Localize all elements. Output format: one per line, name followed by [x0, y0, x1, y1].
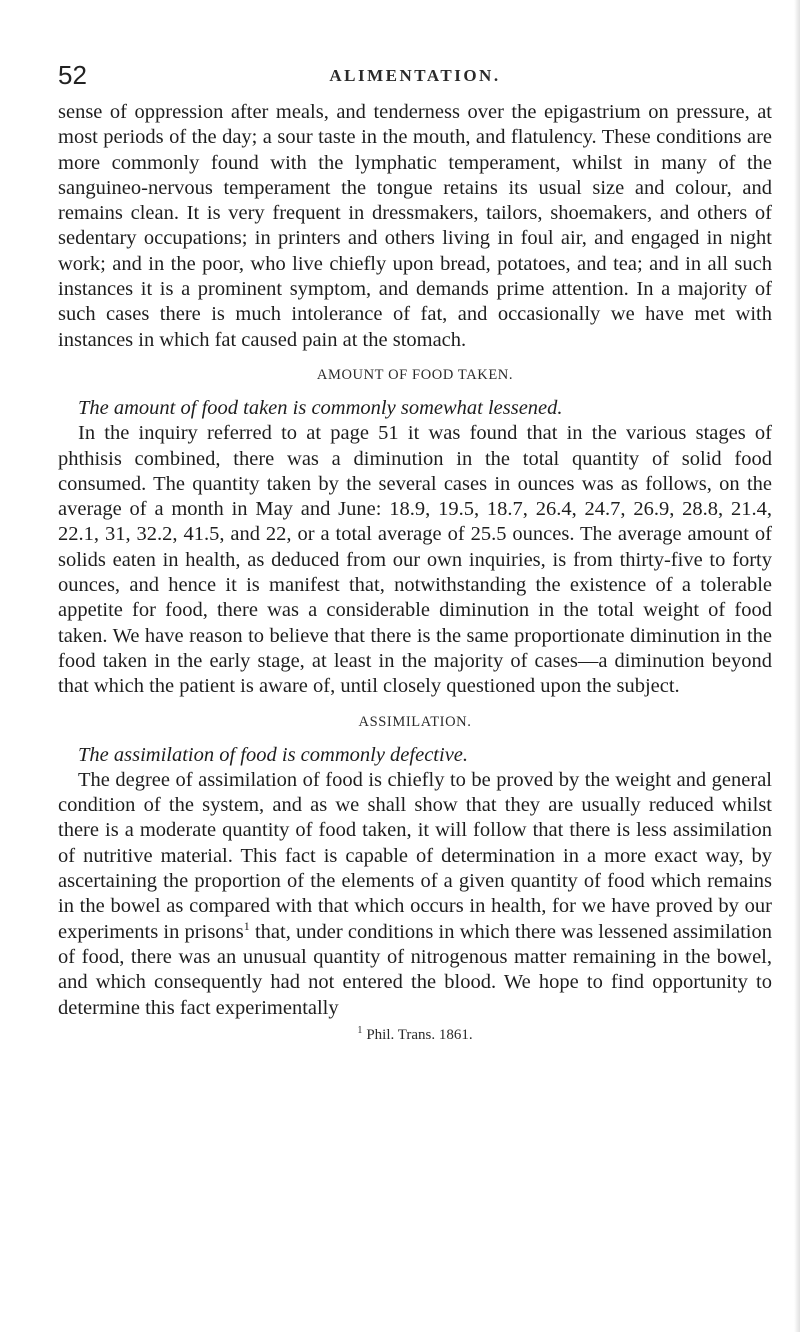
- section-subheading-assimilation: The assimilation of food is commonly defective.: [78, 743, 469, 766]
- footnote: [58, 1025, 772, 1045]
- book-page: [58, 60, 772, 1045]
- running-title: ALIMENTATION.: [329, 66, 501, 85]
- paragraph-amount-of-food: In the inquiry referred to at page 51 it was found that in the various stages of phthisis combined, there was a diminution in the total quantity of solid food consumed. The quantity taken by the several cases in ounces was as follows, on the average of a month in May and June: 18.9, 19.5, 18.7, 26.4, 24.7, 26.9, 28.8, 21.4, 22.1, 31, 32.2, 41.5, and 22, or a total average of 25.5 ounces. The average amount of solids eaten in health, as deduced from our own inquiries, is from thirty-five to forty ounces, and hence it is manifest that, notwithstanding the existence of a tolerable appetite for food, there was a considerable diminution in the total weight of food taken. We have reason to believe that there is the same proportionate diminution in the food taken in the early stage, at least in the majority of cases—a diminution beyond that which the patient is aware of, until closely questioned upon the subject.: [58, 422, 772, 698]
- section-heading-assimilation: ASSIMILATION.: [358, 713, 472, 730]
- running-header: [58, 60, 772, 100]
- paragraph-assimilation: [58, 768, 772, 1021]
- page-edge-shadow: [794, 0, 800, 1332]
- intro-paragraph: sense of oppression after meals, and tenderness over the epigastrium on pressure, at most periods of the day; a sour taste in the mouth, and flatulency. These conditions are more commonly found with the lymphatic temperament, whilst in many of the sanguineo-nervous temperament the tongue retains its usual size and colour, and remains clean. It is very frequent in dressmakers, tailors, shoemakers, and others of sedentary occupations; in printers and others living in foul air, and engaged in night work; and in the poor, who live chiefly upon bread, potatoes, and tea; and in all such instances it is a prominent symptom, and demands prime attention. In a majority of such cases there is much intolerance of fat, and occasionally we have met with instances in which fat caused pain at the stomach.: [58, 101, 772, 351]
- paragraph-assimilation-part-1: The degree of assimilation of food is chiefly to be proved by the weight and general condition of the system, and as we shall show that they are usually reduced whilst there is a moderate quantity of food taken, it will follow that there is less assimilation of nutritive material. This fact is capable of determination in a more exact way, by ascertaining the proportion of the elements of a given quantity of food which remains in the bowel as compared with that which occurs in health, for we have proved by our experiments in prisons: [58, 768, 772, 943]
- footnote-marker: 1: [357, 1024, 363, 1036]
- footnote-text: Phil. Trans. 1861.: [366, 1026, 473, 1043]
- section-heading-amount-of-food: AMOUNT OF FOOD TAKEN.: [316, 366, 514, 383]
- page-number: 52: [58, 60, 87, 90]
- section-subheading-amount-of-food: The amount of food taken is commonly somewhat lessened.: [78, 396, 563, 419]
- paragraph-assimilation-part-2: that, under conditions in which there was lessened assimilation of food, there was an unusual quantity of nitrogenous matter remaining in the bowel, and which consequently had not entered the blood. We hope to find opportunity to determine this fact experimentally: [58, 920, 772, 1019]
- footnote-reference-marker: 1: [243, 918, 250, 933]
